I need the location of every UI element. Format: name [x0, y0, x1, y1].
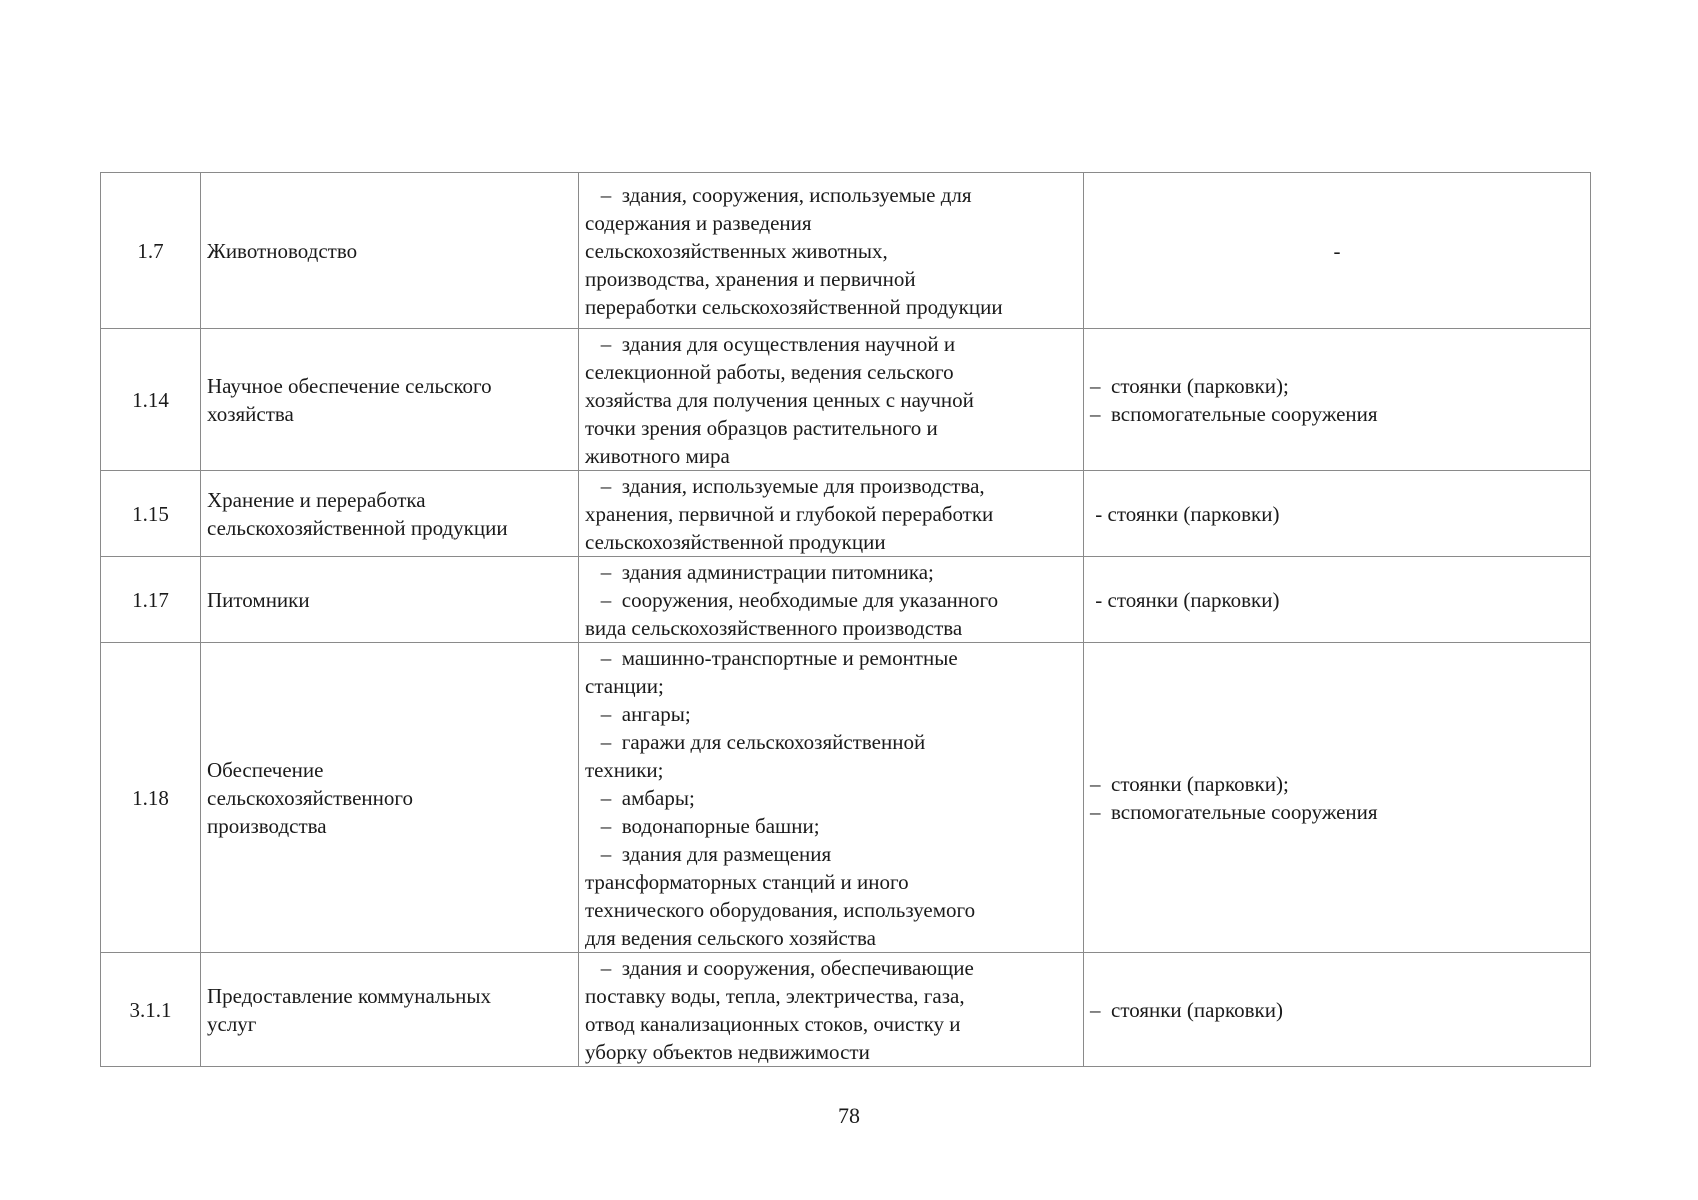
main-facilities-line: – здания администрации питомника;: [585, 559, 934, 584]
main-facilities-line: – здания и сооружения, обеспечивающие: [585, 955, 974, 980]
aux-facilities-cell: [1084, 329, 1591, 471]
use-name-line: Животноводство: [207, 238, 358, 263]
aux-facilities-line: - стоянки (парковки): [1090, 501, 1280, 526]
use-name-cell: [201, 953, 579, 1067]
use-name-line: услуг: [207, 1011, 257, 1036]
main-facilities-line: для ведения сельского хозяйства: [585, 925, 876, 950]
table-row: [101, 329, 1591, 471]
main-facilities-line: – гаражи для сельскохозяйственной: [585, 729, 926, 754]
main-facilities-line: переработки сельскохозяйственной продукции: [585, 294, 1003, 319]
table-body: [101, 173, 1591, 1067]
use-name-line: производства: [207, 813, 327, 838]
use-code: 1.7: [137, 238, 164, 263]
use-code-cell: [101, 953, 201, 1067]
main-facilities-line: техники;: [585, 757, 664, 782]
use-name-line: Научное обеспечение сельского: [207, 373, 492, 398]
use-name-line: Обеспечение: [207, 757, 324, 782]
main-facilities-line: – здания для осуществления научной и: [585, 331, 956, 356]
aux-facilities-line: – вспомогательные сооружения: [1090, 799, 1378, 824]
main-facilities-line: производства, хранения и первичной: [585, 266, 916, 291]
table-row: [101, 643, 1591, 953]
aux-facilities-cell: [1084, 557, 1591, 643]
use-code-cell: [101, 557, 201, 643]
aux-facilities-cell: [1084, 471, 1591, 557]
main-facilities-line: отвод канализационных стоков, очистку и: [585, 1011, 961, 1036]
aux-facilities-cell: [1084, 953, 1591, 1067]
main-facilities-line: – ангары;: [585, 701, 691, 726]
use-code: 1.15: [132, 501, 169, 526]
use-name-cell: [201, 471, 579, 557]
table-row: [101, 173, 1591, 329]
aux-facilities-cell: [1084, 643, 1591, 953]
use-code-cell: [101, 471, 201, 557]
use-code-cell: [101, 173, 201, 329]
main-facilities-line: сельскохозяйственной продукции: [585, 529, 886, 554]
use-name-line: хозяйства: [207, 401, 294, 426]
use-code: 1.14: [132, 387, 169, 412]
main-facilities-cell: [579, 173, 1084, 329]
table-row: [101, 953, 1591, 1067]
use-name-line: Питомники: [207, 587, 310, 612]
use-name-cell: [201, 173, 579, 329]
use-code-cell: [101, 643, 201, 953]
main-facilities-cell: [579, 953, 1084, 1067]
page-number: 78: [838, 1103, 860, 1128]
main-facilities-line: технического оборудования, используемого: [585, 897, 976, 922]
main-facilities-line: – машинно-транспортные и ремонтные: [585, 645, 958, 670]
main-facilities-line: животного мира: [585, 443, 730, 468]
main-facilities-line: сельскохозяйственных животных,: [585, 238, 888, 263]
main-facilities-line: – водонапорные башни;: [585, 813, 820, 838]
aux-facilities-line: – вспомогательные сооружения: [1090, 401, 1378, 426]
main-facilities-line: уборку объектов недвижимости: [585, 1039, 870, 1064]
use-name-line: сельскохозяйственного: [207, 785, 413, 810]
main-facilities-line: – здания для размещения: [585, 841, 832, 866]
use-name-line: Предоставление коммунальных: [207, 983, 491, 1008]
use-name-cell: [201, 329, 579, 471]
main-facilities-line: содержания и разведения: [585, 210, 812, 235]
table-row: [101, 471, 1591, 557]
main-facilities-line: хранения, первичной и глубокой переработки: [585, 501, 994, 526]
main-facilities-cell: [579, 329, 1084, 471]
use-code-cell: [101, 329, 201, 471]
aux-facilities-line: - стоянки (парковки): [1090, 587, 1280, 612]
main-facilities-line: трансформаторных станций и иного: [585, 869, 909, 894]
main-facilities-line: селекционной работы, ведения сельского: [585, 359, 954, 384]
aux-facilities-line: – стоянки (парковки);: [1090, 771, 1289, 796]
main-facilities-line: хозяйства для получения ценных с научной: [585, 387, 974, 412]
table-row: [101, 557, 1591, 643]
land-use-table: [100, 172, 1591, 1067]
main-facilities-line: точки зрения образцов растительного и: [585, 415, 938, 440]
main-facilities-cell: [579, 557, 1084, 643]
use-code: 1.18: [132, 785, 169, 810]
main-facilities-line: станции;: [585, 673, 664, 698]
aux-facilities-cell: [1084, 173, 1591, 329]
aux-facilities-line: – стоянки (парковки): [1090, 997, 1283, 1022]
main-facilities-cell: [579, 471, 1084, 557]
main-facilities-line: – амбары;: [585, 785, 695, 810]
main-facilities-line: вида сельскохозяйственного производства: [585, 615, 963, 640]
use-name-line: сельскохозяйственной продукции: [207, 515, 508, 540]
main-facilities-line: – здания, используемые для производства,: [585, 473, 985, 498]
use-code: 1.17: [132, 587, 169, 612]
main-facilities-line: – здания, сооружения, используемые для: [585, 182, 972, 207]
use-name-cell: [201, 643, 579, 953]
main-facilities-line: поставку воды, тепла, электричества, газа,: [585, 983, 965, 1008]
aux-facilities-line: -: [1333, 238, 1341, 263]
use-name-cell: [201, 557, 579, 643]
main-facilities-line: – сооружения, необходимые для указанного: [585, 587, 999, 612]
use-name-line: Хранение и переработка: [207, 487, 426, 512]
use-code: 3.1.1: [129, 997, 172, 1022]
main-facilities-cell: [579, 643, 1084, 953]
aux-facilities-line: – стоянки (парковки);: [1090, 373, 1289, 398]
